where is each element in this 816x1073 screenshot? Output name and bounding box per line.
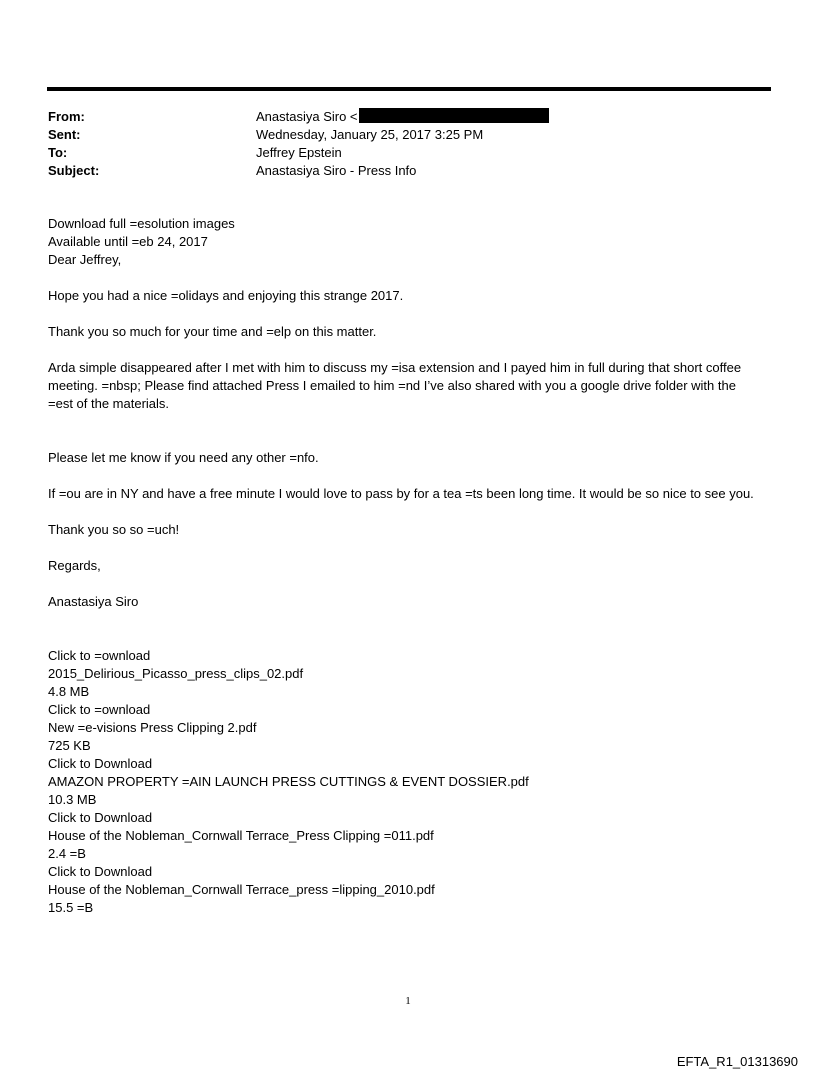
attachment-filename: House of the Nobleman_Cornwall Terrace_press =lipping_2010.pdf — [48, 882, 435, 897]
page-number: 1 — [405, 995, 411, 1007]
email-header — [48, 108, 549, 180]
attachment-size: 10.3 MB — [48, 792, 97, 807]
download-link[interactable]: Click to =ownload — [48, 648, 151, 663]
from-value-text: Anastasiya Siro < — [256, 109, 358, 124]
subject-label: Subject: — [48, 163, 100, 178]
paragraph-ny: If =ou are in NY and have a free minute I would love to pass by for a tea =ts been long time. It would be so nice to see you. — [48, 486, 754, 501]
attachment-item — [48, 809, 758, 863]
sent-value: Wednesday, January 25, 2017 3:25 PM — [256, 127, 484, 142]
document-id: EFTA_R1_01313690 — [676, 1054, 798, 1069]
download-link[interactable]: Click to Download — [48, 810, 153, 825]
attachment-size: 725 KB — [48, 738, 91, 753]
attachment-filename: New =e-visions Press Clipping 2.pdf — [48, 720, 257, 735]
signature: Anastasiya Siro — [48, 594, 139, 609]
attachment-item — [48, 863, 758, 917]
from-label: From: — [48, 109, 85, 124]
sent-label: Sent: — [48, 127, 81, 142]
download-link[interactable]: Click to =ownload — [48, 702, 151, 717]
to-row — [48, 144, 549, 162]
from-row — [48, 108, 549, 126]
paragraph-info: Please let me know if you need any other =nfo. — [48, 450, 319, 465]
subject-value: Anastasiya Siro - Press Info — [256, 163, 417, 178]
attachment-filename: 2015_Delirious_Picasso_press_clips_02.pdf — [48, 666, 304, 681]
paragraph-holidays: Hope you had a nice =olidays and enjoying this strange 2017. — [48, 288, 404, 303]
attachment-list — [48, 647, 758, 917]
from-value — [256, 108, 549, 126]
to-value: Jeffrey Epstein — [256, 145, 342, 160]
subject-row — [48, 162, 549, 180]
paragraph-arda: Arda simple disappeared after I met with him to discuss my =isa extension and I payed him in full during that short coffee meeting. =nbsp; Please find attached Press I emailed to him =nd I’ve also shared with you a google drive folder with the =est of the materials. — [48, 360, 742, 411]
to-label: To: — [48, 145, 68, 160]
regards: Regards, — [48, 558, 101, 573]
attachment-item — [48, 701, 758, 755]
attachment-item — [48, 647, 758, 701]
sent-row — [48, 126, 549, 144]
download-line: Download full =esolution images — [48, 216, 235, 231]
paragraph-thanks: Thank you so much for your time and =elp on this matter. — [48, 324, 377, 339]
email-body — [48, 215, 758, 917]
attachment-size: 4.8 MB — [48, 684, 90, 699]
download-link[interactable]: Click to Download — [48, 864, 153, 879]
attachment-size: 15.5 =B — [48, 900, 94, 915]
header-rule — [47, 87, 771, 91]
attachment-size: 2.4 =B — [48, 846, 86, 861]
paragraph-thank-you: Thank you so so =uch! — [48, 522, 180, 537]
greeting: Dear Jeffrey, — [48, 252, 122, 267]
attachment-item — [48, 755, 758, 809]
availability-line: Available until =eb 24, 2017 — [48, 234, 208, 249]
redaction-box — [359, 108, 549, 123]
attachment-filename: AMAZON PROPERTY =AIN LAUNCH PRESS CUTTINGS & EVENT DOSSIER.pdf — [48, 774, 529, 789]
attachment-filename: House of the Nobleman_Cornwall Terrace_Press Clipping =011.pdf — [48, 828, 434, 843]
download-link[interactable]: Click to Download — [48, 756, 153, 771]
